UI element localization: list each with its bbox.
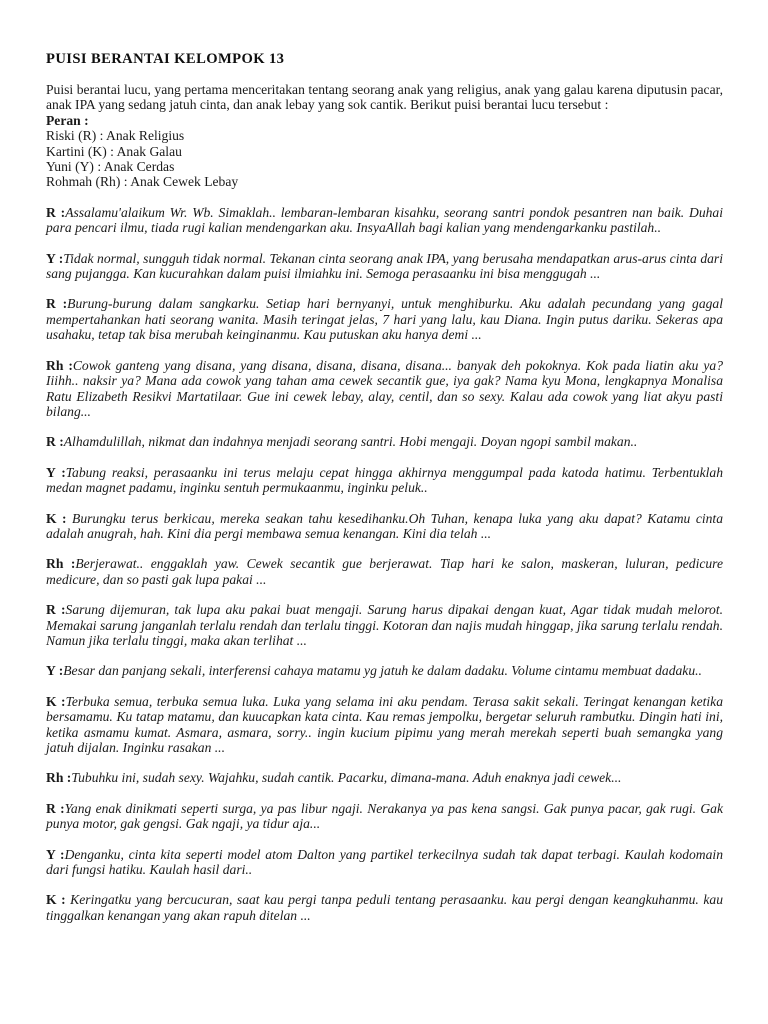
speaker-label: Rh :: [46, 770, 72, 786]
dialogue-text: Tabung reaksi, perasaanku ini terus melaju cepat hingga akhirnya menggumpal pada katoda hatimu. Terbentuklah medan magnet padamu, inginku sentuh permukaanmu, inginku peluk..: [46, 464, 723, 496]
roles-list: [46, 113, 723, 190]
dialogue-paragraph: [46, 801, 723, 832]
dialogue-text: Assalamu'alaikum Wr. Wb. Simaklah.. lembaran-lembaran kisahku, seorang santri pondok pesantren nan baik. Duhai para pencari ilmu, tiada rugi kalian mendengarkan aku. InsyaAllah bagi kalian yang mendengarkanku pastilah..: [46, 204, 723, 236]
dialogue-text: Cowok ganteng yang disana, yang disana, disana, disana, disana... banyak deh pokoknya. Kok pada liatin aku ya? Iiihh.. naksir ya? Mana ada cowok yang tahan ama cewek secantik gue, iya gak? Nama kyu Mona, lengkapnya Monalisa Ratu Elizabeth Resikvi Martatilaar. Gue ini cewek lebay, alay, centil, dan so sexy. Kalau ada cowok yang liat akyu pasti bilang...: [46, 357, 723, 419]
speaker-label: Y :: [46, 663, 64, 679]
dialogue-paragraph: [46, 556, 723, 587]
speaker-label: R :: [46, 602, 66, 618]
speaker-label: Y :: [46, 846, 65, 862]
dialogue-paragraph: [46, 434, 723, 449]
dialogue-text: Tubuhku ini, sudah sexy. Wajahku, sudah cantik. Pacarku, dimana-mana. Aduh enaknya jadi cewek...: [71, 770, 622, 786]
role-line-riski: Riski (R) : Anak Religius: [46, 128, 185, 144]
dialogue-text: Burungku terus berkicau, mereka seakan tahu kesedihanku.Oh Tuhan, kenapa luka yang aku dapat? Katamu cinta adalah anugrah, hah. Kini dia pergi membawa semua kenangan. Kini dia telah ...: [46, 510, 723, 541]
dialogue-paragraph: [46, 251, 723, 282]
dialogue-text: Besar dan panjang sekali, interferensi cahaya matamu yg jatuh ke dalam dadaku. Volume cintamu membuat dadaku..: [63, 663, 702, 679]
dialogue-paragraph: [46, 892, 723, 923]
dialogue-paragraph: [46, 694, 723, 756]
role-line-yuni: Yuni (Y) : Anak Cerdas: [46, 159, 175, 175]
dialogue-paragraph: [46, 602, 723, 648]
speaker-label: R :: [46, 296, 68, 312]
dialogue-paragraph: [46, 847, 723, 878]
speaker-label: Rh :: [46, 556, 76, 572]
speaker-label: Y :: [46, 250, 64, 266]
dialogue-text: Sarung dijemuran, tak lupa aku pakai buat mengaji. Sarung harus dipakai dengan kuat, Agar tidak mudah melorot. Memakai sarung janganlah terlalu rendah dan terlalu tinggi. Kotoran dan najis mudah hinggap, jika sarung terlalu rendah. Namun jika terlalu tinggi, maka akan terlihat ...: [46, 602, 724, 648]
speaker-label: R :: [46, 204, 66, 220]
dialogue-text: Berjerawat.. enggaklah yaw. Cewek secantik gue berjerawat. Tiap hari ke salon, maskeran, luluran, pedicure medicure, dan so pasti gak lupa pakai ...: [46, 556, 723, 587]
roles-heading: Peran :: [46, 112, 89, 128]
speaker-label: Y :: [46, 464, 66, 480]
dialogue-text: Alhamdulillah, nikmat dan indahnya menjadi seorang santri. Hobi mengaji. Doyan ngopi sambil makan..: [63, 434, 638, 450]
dialogue-text: Tidak normal, sungguh tidak normal. Tekanan cinta seorang anak IPA, yang berusaha mendapatkan arus-arus cinta dari sang pujangga. Kan kucurahkan dalam puisi ilmiahku ini. Semoga perasaanku ini bisa menggugah ...: [46, 250, 723, 282]
role-line-rohmah: Rohmah (Rh) : Anak Cewek Lebay: [46, 174, 239, 190]
role-line-kartini: Kartini (K) : Anak Galau: [46, 143, 182, 159]
dialogue-text: Denganku, cinta kita seperti model atom Dalton yang partikel terkecilnya sudah tak dapat terbagi. Kaulah kodomain dari fungsi hatiku. Kaulah hasil dari..: [46, 846, 723, 878]
speaker-label: K :: [46, 510, 73, 526]
dialogue-paragraph: [46, 205, 723, 236]
dialogue-text: Yang enak dinikmati seperti surga, ya pas libur ngaji. Nerakanya ya pas kena sangsi. Gak punya pacar, gak rugi. Gak punya motor, gak gengsi. Gak ngaji, ya tidur aja...: [46, 800, 723, 832]
dialogue-paragraph: [46, 296, 723, 342]
dialogue-paragraph: [46, 358, 723, 420]
dialogue-paragraph: [46, 770, 723, 785]
speaker-label: Rh :: [46, 357, 73, 373]
document-title: PUISI BERANTAI KELOMPOK 13: [46, 51, 285, 67]
speaker-label: K :: [46, 892, 71, 908]
dialogue-text: Terbuka semua, terbuka semua luka. Luka yang selama ini aku pendam. Terasa sakit sekali. Teringat kenangan ketika bersamamu. Ku tatap matamu, dan kuucapkan kata cinta. Kau remas jempolku, bergetar seluruh rambutku. Dingin hati ini, ketika asmamu kumat. Asmara, asmara, sorry.. ingin kucium pipimu yang merah merekah seperti buah semangka yang jatuh dijalan. Inginku rasakan ...: [46, 693, 723, 755]
dialogue-text: Burung-burung dalam sangkarku. Setiap hari bernyanyi, untuk menghiburku. Aku adalah pecundang yang gagal mempertahankan hati seorang wanita. Masih teringat jelas, 7 hari yang lalu, kau Diana. Ingin putus dariku. Sekeras apa usahaku, tetap tak bisa merubah keinginanmu. Kau putuskan aku hanya demi ...: [46, 296, 723, 343]
speaker-label: K :: [46, 693, 66, 709]
dialogue-paragraph: [46, 663, 723, 678]
speaker-label: R :: [46, 800, 65, 816]
dialogue-paragraph: [46, 511, 723, 542]
speaker-label: R :: [46, 434, 64, 450]
dialogue-text: Keringatku yang bercucuran, saat kau pergi tanpa peduli tentang perasaanku. kau pergi dengan keangkuhanmu. kau tinggalkan kenangan yang akan rapuh ditelan ...: [46, 892, 723, 923]
dialogue-paragraph: [46, 465, 723, 496]
intro-paragraph: Puisi berantai lucu, yang pertama menceritakan tentang seorang anak yang religius, anak yang galau karena diputusin pacar, anak IPA yang sedang jatuh cinta, dan anak lebay yang sok cantik. Berikut puisi berantai lucu tersebut :: [46, 82, 723, 113]
